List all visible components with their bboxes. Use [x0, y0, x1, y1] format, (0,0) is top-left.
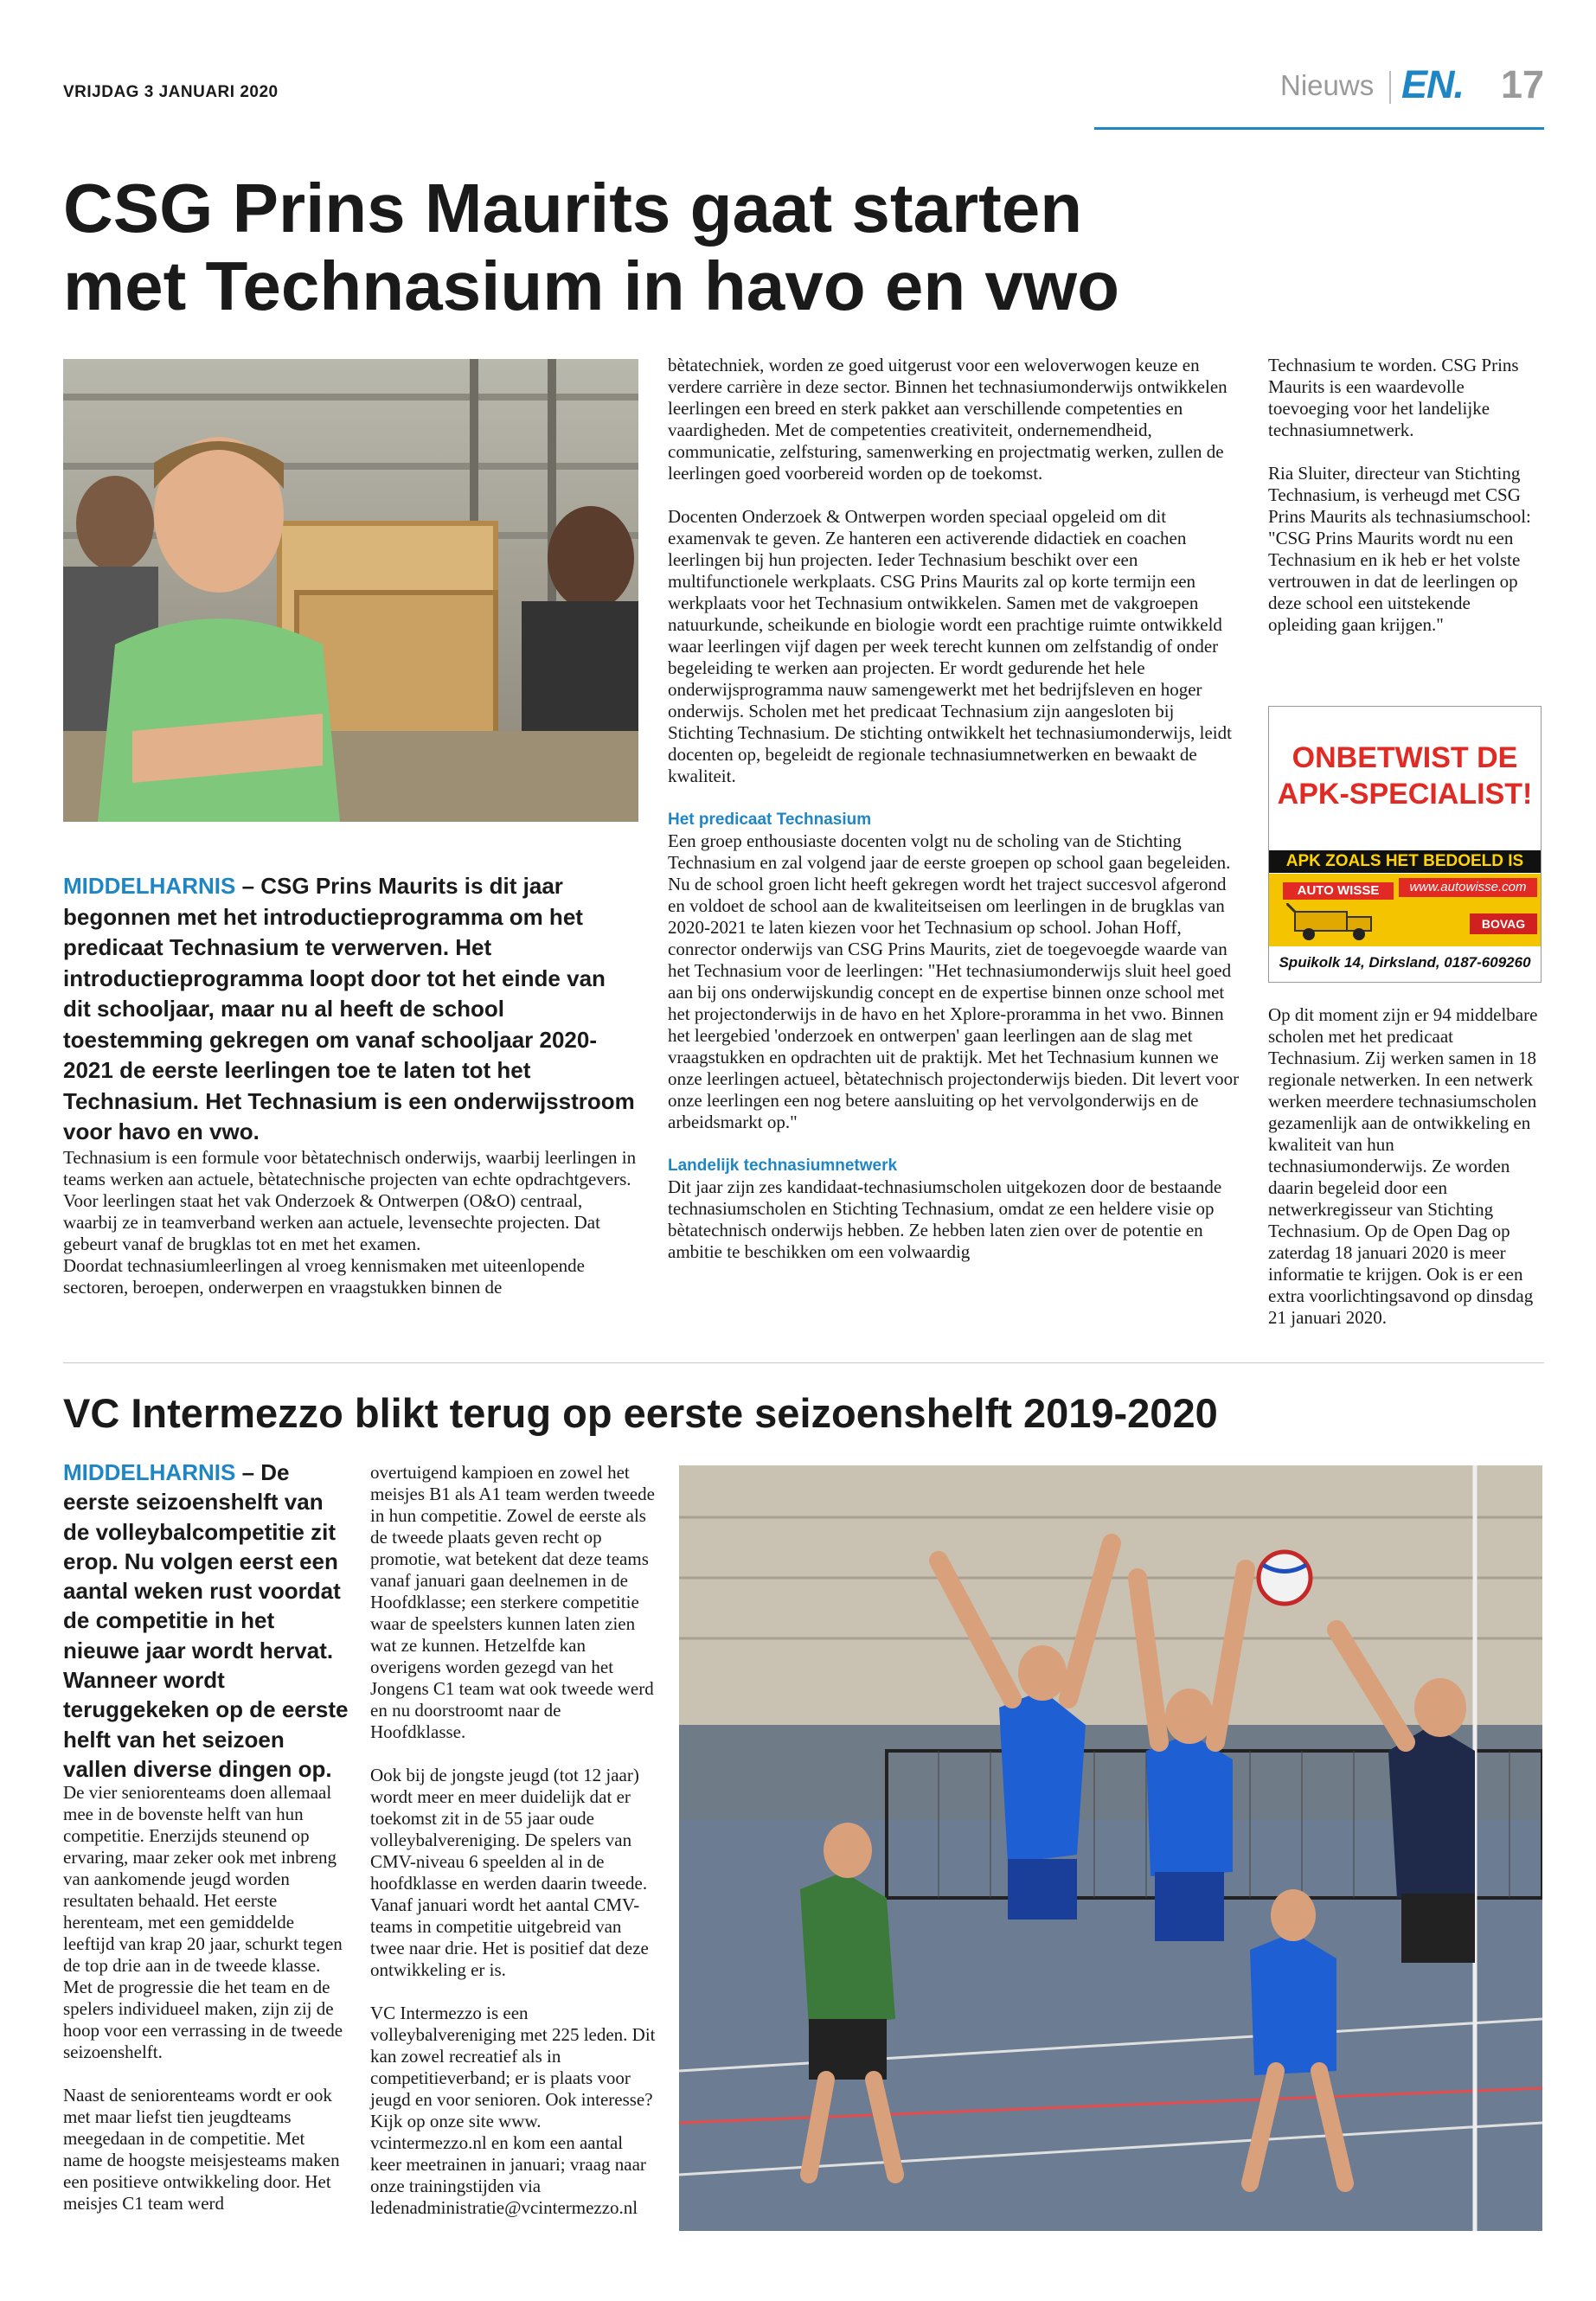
bovag-badge: BOVAG: [1470, 913, 1537, 934]
page-number: 17: [1501, 62, 1545, 106]
article1-headline: [63, 170, 1188, 325]
article2-column-1: [63, 1782, 349, 2214]
paragraph: overtuigend kampioen en zowel het meisjes B1 als A1 team werden tweede in hun competitie. Zowel de eerste als de tweede plaats geven recht op promotie, wat betekent dat deze teams vanaf januari gaan deelnemen in de Hoofdklasse; een sterkere competitie waar de speelsters kunnen laten zien wat ze kunnen. Hetzelfde kan overigens worden gezegd van het Jongens C1 team wat ook tweede werd en nu doorstroomt naar de Hoofdklasse.: [370, 1462, 655, 1742]
article1-dateline: MIDDELHARNIS: [63, 873, 236, 899]
ad-brand: AUTO WISSE: [1283, 882, 1394, 900]
paragraph: Een groep enthousiaste docenten volgt nu de scholing van de Stichting Technasium en zal volgend jaar de eerste groepen op school gaan begeleiden. Nu de school groen licht heeft gekregen wordt het traject succesvol afgerond en voldoet de school aan de kwaliteitseisen om leerlingen in de brugklas van 2020-2021 te laten kiezen voor het Technasium op school. Johan Hoff, conrector onderwijs van CSG Prins Maurits, ziet de toegevoegde waarde van het Technasium voor de leerlingen: "Het technasiumonderwijs sluit heel goed aan bij ons onderwijskundig concept en de expertise binnen onze school met het projectonderwijs in de havo en het Xplore-proramma in het vwo. Binnen het leergebied 'onderzoek en ontwerpen' gaan leerlingen aan de slag met vraagstukken en opdrachten uit de praktijk. Met het Technasium kunnen we onze leerlingen actueel, bètatechnisch projectonderwijs bieden. Dit levert voor onze leerlingen een nog betere aansluiting op het vervolgonderwijs en de arbeidsmarkt op.": [668, 830, 1240, 1132]
advertisement[interactable]: [1268, 706, 1542, 983]
article2-lead: [63, 1458, 349, 1784]
paragraph: bètatechniek, worden ze goed uitgerust voor een weloverwogen keuze en verdere carrière in deze sector. Binnen het technasiumonderwijs ontwikkelen leerlingen een breed en sterk pakket aan verschillende competenties en vaardigheden. Met de competenties creativiteit, ondernemendheid, communicatie, zelfsturing, samenwerking en projectmatig werken, zullen de leerlingen goed voorbereid worden op de toekomst.: [668, 355, 1227, 484]
ad-banner: APK ZOALS HET BEDOELD IS: [1269, 850, 1541, 873]
tow-truck-icon: [1286, 903, 1381, 943]
subheading: Landelijk technasiumnetwerk: [668, 1157, 898, 1175]
students-photo: [63, 359, 638, 822]
paragraph: VC Intermezzo is een volleybalvereniging met 225 leden. Dit kan zowel recreatief als in competitieverband; er is plaats voor jeugd en voor senioren. Ook interesse? Kijk op onze site www. vcintermezzo.nl en kom een aantal keer meetrainen in januari; vraag naar onze trainingstijden via ledenadministratie@vcintermezzo.nl: [370, 2003, 656, 2218]
paragraph: Ria Sluiter, directeur van Stichting Technasium, is verheugd met CSG Prins Maurits als technasiumschool: "CSG Prins Maurits wordt nu een Technasium en ik heb er het volste vertrouwen in dat de leerlingen op deze school een uitstekende opleiding gaan krijgen.": [1268, 463, 1531, 635]
article2-lead-text: – De eerste seizoenshelft van de volleybalcompetitie zit erop. Nu volgen eerst een aantal weken rust voordat de competitie in het nieuwe jaar wordt hervat. Wanneer wordt teruggekeken op de eerste helft van het seizoen vallen diverse dingen op.: [63, 1459, 349, 1782]
section-label: Nieuws: [1280, 69, 1375, 101]
paragraph: Technasium is een formule voor bètatechnisch onderwijs, waarbij leerlingen in teams werken aan actuele, bètatechnische projecten van echte opdrachtgevers. Voor leerlingen staat het vak Onderzoek & Ontwerpen (O&O) centraal, waarbij ze in teamverband werken aan actuele, levensechte projecten. Dat gebeurt vanaf de brugklas tot en met het examen.: [63, 1147, 637, 1254]
headline-line-1: CSG Prins Maurits gaat starten: [63, 170, 1083, 247]
ad-brand-panel: [1269, 874, 1541, 946]
paragraph: Doordat technasiumleerlingen al vroeg kennismaken met uiteenlopende sectoren, beroepen, onderwerpen en vraagstukken binnen de: [63, 1255, 585, 1298]
headline-line-2: met Technasium in havo en vwo: [63, 247, 1120, 324]
article1-column-3-continued: [1268, 1004, 1542, 1329]
students-workshop-photo-icon: [63, 359, 638, 822]
ad-title-line-1: ONBETWIST DE: [1292, 741, 1518, 774]
newspaper-logo: EN.: [1401, 62, 1465, 106]
ad-website[interactable]: www.autowisse.com: [1399, 878, 1537, 897]
ad-title: [1269, 740, 1541, 812]
paragraph: Ook bij de jongste jeugd (tot 12 jaar) wordt meer en meer duidelijk dat er toekomst zit in de 55 jaar oude volleybalvereniging. De spelers van CMV-niveau 6 speelden al in de hoofdklasse en werden daarin tweede. Vanaf januari wordt het aantal CMV-teams in competitie uitgebreid van twee naar drie. Het is positief dat deze ontwikkeling er is.: [370, 1765, 649, 1980]
article1-column-2: [668, 355, 1243, 1263]
article1-lead-text: – CSG Prins Maurits is dit jaar begonnen met het introductieprogramma om het predicaat Technasium te verwerven. Het introductieprogramma loopt door tot het einde van dit schooljaar, maar nu al heeft de school toestemming gekregen om vanaf schooljaar 2020-2021 de eerste leerlingen toe te laten tot het Technasium. Het Technasium is een onderwijsstroom voor havo en vwo.: [63, 873, 635, 1144]
volleyball-photo: [679, 1465, 1542, 2231]
article2-dateline: MIDDELHARNIS: [63, 1459, 236, 1485]
ad-title-line-2: APK-SPECIALIST!: [1277, 778, 1533, 811]
article2-column-2: [370, 1462, 656, 2219]
article1-column-1: [63, 1147, 638, 1298]
paragraph: Dit jaar zijn zes kandidaat-technasiumscholen uitgekozen door de bestaande technasiumscholen en Stichting Technasium, omdat ze een heldere visie op bètatechnisch onderwijs hebben. Ze hebben laten zien over de potentie en ambitie te beschikken om een volwaardig: [668, 1176, 1222, 1262]
paragraph: Docenten Onderzoek & Ontwerpen worden speciaal opgeleid om dit examenvak te geven. Ze hanteren een activerende didactiek en coachen leerlingen bij hun projecten. Ieder Technasium beschikt over een multifunctionele werkplaats. CSG Prins Maurits zal op korte termijn een werkplaats voor het Technasium ontwikkelen. Samen met de vakgroepen natuurkunde, scheikunde en biologie wordt een prachtige ruimte ontwikkeld waar leerlingen vijf dagen per week terecht kunnen om zelfstandig of onder begeleiding te werken aan projecten. Er wordt gedurende het hele onderwijsprogramma nauw samengewerkt met het bedrijfsleven en hoger onderwijs. Scholen met het predicaat Technasium zijn aangesloten bij Stichting Technasium. De stichting ontwikkelt het technasiumonderwijs, leidt docenten op, begeleidt de regionale technasiumnetwerken en bewaakt de kwaliteit.: [668, 506, 1232, 786]
article1-column-3: [1268, 355, 1542, 636]
ad-address: Spuikolk 14, Dirksland, 0187-609260: [1279, 954, 1531, 971]
subheading: Het predicaat Technasium: [668, 811, 872, 829]
article2-headline: VC Intermezzo blikt terug op eerste seizoenshelft 2019-2020: [63, 1390, 1218, 1436]
paragraph: Op dit moment zijn er 94 middelbare scholen met het predicaat Technasium. Zij werken samen in 18 regionale netwerken. In een netwerk werken meerdere technasiumscholen gezamenlijk aan de ontwikkeling en kwaliteit van hun technasiumonderwijs. Ze worden daarin begeleid door een netwerkregisseur van Stichting Technasium. Op de Open Dag op zaterdag 18 januari 2020 is meer informatie te krijgen. Ook is er een extra voorlichtingsavond op dinsdag 21 januari 2020.: [1268, 1004, 1538, 1328]
paragraph: De vier seniorenteams doen allemaal mee in de bovenste helft van hun competitie. Enerzijds steunend op ervaring, maar zeker ook met inbreng van aankomende jeugd worden resultaten behaald. Het eerste herenteam, met een gemiddelde leeftijd van krap 20 jaar, schurkt tegen de top drie aan in de tweede klasse. Met de progressie die het team en de spelers individueel maken, zijn zij de hoop voor een verrassing in de tweede seizoenshelft.: [63, 1782, 343, 2062]
paragraph: Naast de seniorenteams wordt er ook met maar liefst tien jeugdteams meegedaan in de competitie. Met name de hoogste meisjesteams maken een positieve ontwikkeling door. Het meisjes C1 team werd: [63, 2085, 340, 2214]
article1-lead: [63, 871, 638, 1148]
article-divider: [63, 1362, 1544, 1363]
paragraph: Technasium te worden. CSG Prins Maurits is een waardevolle toevoeging voor het landelijke technasiumnetwerk.: [1268, 355, 1519, 440]
issue-date: VRIJDAG 3 JANUARI 2020: [63, 83, 279, 101]
header-rule: [1094, 127, 1544, 130]
volleyball-match-photo-icon: [679, 1465, 1542, 2231]
header-separator: [1389, 71, 1391, 104]
